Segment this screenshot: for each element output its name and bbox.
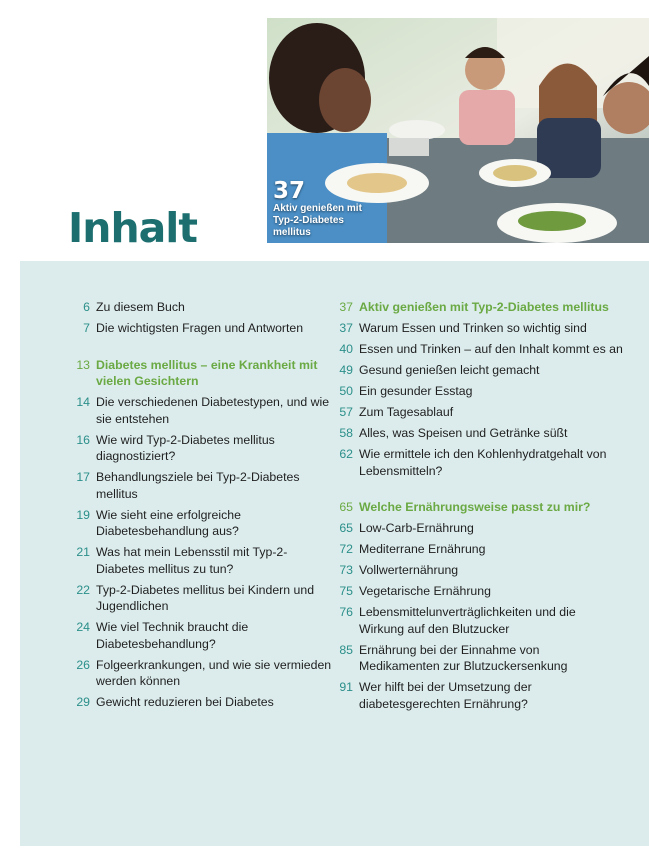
toc-entry[interactable] (70, 619, 332, 652)
toc-entry[interactable] (333, 642, 623, 675)
toc-page-number: 16 (76, 432, 90, 447)
toc-entry-label: Wie viel Technik braucht die Diabetesbehandlung? (96, 620, 249, 651)
toc-page-number: 21 (76, 545, 90, 559)
toc-entry[interactable] (70, 320, 332, 337)
photo-caption (273, 179, 373, 239)
toc-panel (20, 261, 649, 846)
toc-entry-label: Die verschiedenen Diabetestypen, und wie sie entstehen (96, 395, 330, 426)
toc-entry-label: Zu diesem Buch (96, 300, 185, 314)
toc-page-number: 73 (339, 563, 353, 577)
toc-entry[interactable] (333, 362, 623, 379)
toc-entry-label: Folgeerkrankungen, und wie sie vermieden werden können (96, 657, 332, 688)
toc-entry[interactable] (70, 544, 332, 577)
toc-page-number: 37 (339, 300, 353, 314)
toc-entry[interactable] (333, 446, 623, 479)
toc-entry[interactable] (70, 694, 332, 711)
toc-entry-label: Aktiv genießen mit Typ-2-Diabetes mellitus (359, 300, 609, 314)
toc-entry[interactable] (70, 507, 332, 540)
toc-column-left (70, 299, 332, 715)
toc-page-number: 58 (339, 426, 353, 440)
toc-page-number: 14 (76, 395, 90, 409)
toc-page-number: 65 (339, 521, 353, 535)
toc-page-number: 22 (76, 582, 90, 597)
toc-page-number: 72 (339, 542, 353, 556)
toc-chapter-heading[interactable] (70, 357, 332, 390)
toc-entry-label: Diabetes mellitus – eine Krankheit mit vielen Gesichtern (96, 357, 318, 388)
toc-entry-label: Warum Essen und Trinken so wichtig sind (359, 321, 587, 335)
toc-entry-label: Lebensmittelunverträglichkeiten und die Wirkung auf den Blutzucker (359, 605, 576, 636)
toc-entry-label: Behandlungsziele bei Typ-2-Diabetes mellitus (96, 470, 300, 501)
toc-entry[interactable] (333, 520, 623, 537)
chapter-photo[interactable] (267, 18, 649, 243)
toc-entry[interactable] (333, 425, 623, 442)
toc-entry[interactable] (70, 657, 332, 690)
toc-entry[interactable] (333, 541, 623, 558)
toc-entry[interactable] (333, 404, 623, 421)
toc-entry-label: Gewicht reduzieren bei Diabetes (96, 695, 274, 709)
toc-entry[interactable] (70, 394, 332, 427)
toc-entry-label: Wie ermittele ich den Kohlenhydratgehalt von Lebensmitteln? (359, 447, 607, 478)
toc-page-number: 76 (339, 605, 353, 619)
toc-entry-label: Wie sieht eine erfolgreiche Diabetesbehandlung aus? (96, 507, 241, 538)
toc-entry-label: Was hat mein Lebensstil mit Typ-2-Diabetes mellitus zu tun? (96, 545, 288, 576)
toc-entry[interactable] (70, 299, 332, 316)
toc-entry-label: Alles, was Speisen und Getränke süßt (359, 426, 568, 440)
toc-page-number: 24 (76, 620, 90, 634)
toc-entry[interactable] (333, 341, 623, 358)
toc-page-number: 17 (76, 470, 90, 484)
toc-entry-label: Die wichtigsten Fragen und Antworten (96, 321, 304, 335)
toc-entry[interactable] (70, 469, 332, 502)
toc-chapter-heading[interactable] (333, 499, 623, 516)
toc-entry[interactable] (333, 604, 623, 637)
toc-page-number: 85 (339, 642, 353, 657)
toc-entry-label: Vegetarische Ernährung (359, 584, 491, 598)
photo-caption-text: Aktiv genießen mit Typ-2-Diabetes mellitus (273, 203, 362, 238)
toc-page-number: 91 (339, 680, 353, 694)
toc-page-number: 40 (339, 342, 353, 356)
toc-page-number: 49 (339, 363, 353, 377)
toc-entry-label: Ernährung bei der Einnahme von Medikamenten zur Blutzuckersenkung (359, 642, 568, 673)
toc-entry-label: Ein gesunder Esstag (359, 384, 473, 398)
toc-page-number: 75 (339, 584, 353, 598)
toc-page-number: 7 (83, 321, 90, 335)
toc-entry-label: Essen und Trinken – auf den Inhalt kommt es an (359, 342, 623, 356)
toc-entry-label: Wer hilft bei der Umsetzung der diabetesgerechten Ernährung? (359, 680, 532, 711)
toc-entry-label: Gesund genießen leicht gemacht (359, 363, 540, 377)
toc-page-number: 29 (76, 695, 90, 709)
toc-chapter-heading[interactable] (333, 299, 623, 316)
toc-entry[interactable] (333, 583, 623, 600)
toc-page-number: 62 (339, 447, 353, 461)
toc-page-number: 19 (76, 507, 90, 522)
toc-page-number: 26 (76, 657, 90, 672)
toc-column-right (333, 299, 623, 717)
toc-entry[interactable] (333, 320, 623, 337)
toc-entry-label: Wie wird Typ-2-Diabetes mellitus diagnostiziert? (96, 432, 275, 463)
toc-entry-label: Vollwerternährung (359, 563, 459, 577)
toc-page-number: 57 (339, 405, 353, 419)
toc-entry[interactable] (333, 383, 623, 400)
toc-entry-label: Low-Carb-Ernährung (359, 521, 474, 535)
toc-entry[interactable] (333, 679, 623, 712)
toc-entry[interactable] (333, 562, 623, 579)
toc-page-number: 50 (339, 384, 353, 398)
toc-page-number: 13 (76, 357, 90, 372)
photo-page-number: 37 (273, 178, 306, 204)
toc-entry-label: Zum Tagesablauf (359, 405, 454, 419)
toc-page-number: 65 (339, 500, 353, 514)
page-title: Inhalt (68, 204, 197, 252)
toc-entry-label: Welche Ernährungsweise passt zu mir? (359, 500, 591, 514)
toc-page-number: 37 (339, 321, 353, 335)
toc-page-number: 6 (83, 300, 90, 314)
toc-entry[interactable] (70, 582, 332, 615)
toc-entry-label: Typ-2-Diabetes mellitus bei Kindern und Jugendlichen (96, 582, 315, 613)
toc-entry-label: Mediterrane Ernährung (359, 542, 486, 556)
toc-entry[interactable] (70, 432, 332, 465)
